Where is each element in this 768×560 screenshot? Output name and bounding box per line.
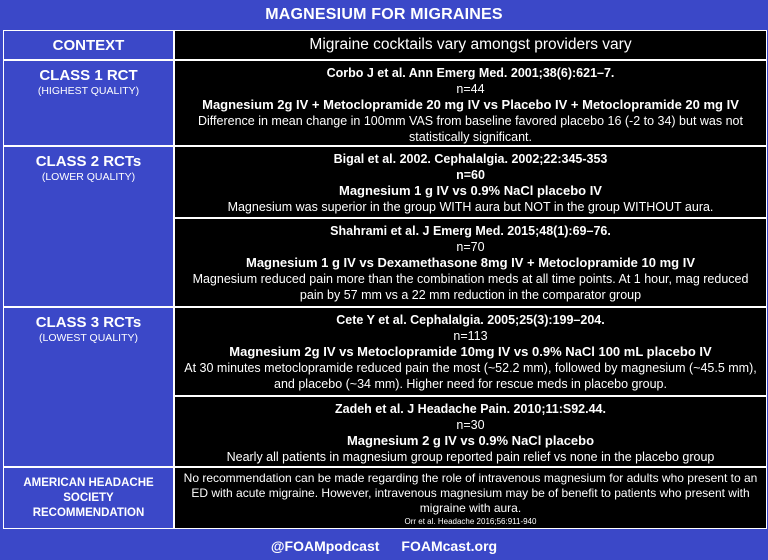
study-intervention: Magnesium 1 g IV vs 0.9% NaCl placebo IV: [339, 183, 602, 198]
study-result: Difference in mean change in 100mm VAS from baseline favored placebo 16 (-2 to 34) but was not statistically significant.: [198, 114, 743, 144]
study-citation: Shahrami et al. J Emerg Med. 2015;48(1):69–76.: [330, 224, 611, 238]
study-result: Magnesium was superior in the group WITH aura but NOT in the group WITHOUT aura.: [227, 200, 714, 214]
study-sample-size: n=60: [456, 168, 485, 182]
study-intervention: Magnesium 2 g IV vs 0.9% NaCl placebo: [346, 433, 595, 448]
page-title: MAGNESIUM FOR MIGRAINES: [265, 6, 503, 23]
study-sample-size: n=113: [453, 329, 488, 343]
study-intervention: Magnesium 1 g IV vs Dexamethasone 8mg IV + Metoclopramide 10 mg IV: [245, 255, 695, 270]
class2-title: CLASS 2 RCTs: [35, 153, 142, 170]
class1-subtitle: (HIGHEST QUALITY): [37, 85, 140, 97]
study-citation: Cete Y et al. Cephalalgia. 2005;25(3):199–204.: [336, 313, 605, 327]
study-cete: [175, 308, 766, 395]
footer: [0, 532, 768, 560]
class2-studies: [175, 147, 766, 306]
study-citation: Bigal et al. 2002. Cephalalgia. 2002;22:345-353: [333, 152, 608, 166]
study-zadeh: [175, 397, 766, 466]
study-sample-size: n=70: [456, 240, 485, 254]
class3-title: CLASS 3 RCTs: [35, 314, 142, 331]
context-text: Migraine cocktails vary amongst providers vary: [175, 31, 766, 59]
study-result: Magnesium reduced pain more than the combination meds at all time points. At 1 hour, mag reduced pain by 57 mm vs a 22 mm reduction in the comparator group: [192, 272, 749, 302]
study-result: At 30 minutes metoclopramide reduced pain the most (~52.2 mm), followed by magnesium (~45.5 mm), and placebo (~34 mm). Higher need for rescue meds in placebo group.: [184, 361, 757, 391]
study-sample-size: n=30: [456, 418, 485, 432]
footer-handle[interactable]: @FOAMpodcast: [270, 538, 380, 554]
aha-label: AMERICAN HEADACHE SOCIETY RECOMMENDATION: [4, 468, 173, 528]
class3-subtitle: (LOWEST QUALITY): [39, 332, 138, 344]
study-sample-size: n=44: [456, 82, 485, 96]
aha-text: No recommendation can be made regarding the role of intravenous magnesium for adults who present to an ED with acute migraine. However, intravenous magnesium may be of benefit to patients who present with migraine with aura.: [183, 471, 758, 515]
class1-label-cell: [4, 61, 173, 145]
class3-studies: [175, 308, 766, 466]
aha-reference: Orr et al. Headache 2016;56:911-940: [404, 517, 537, 526]
study-corbo: [175, 61, 766, 145]
evidence-table: [3, 30, 767, 529]
study-citation: Corbo J et al. Ann Emerg Med. 2001;38(6):621–7.: [326, 66, 615, 80]
class3-label-cell: [4, 308, 173, 466]
class2-subtitle: (LOWER QUALITY): [41, 171, 136, 183]
study-citation: Zadeh et al. J Headache Pain. 2010;11:S92.44.: [335, 402, 606, 416]
aha-recommendation: [175, 468, 766, 528]
context-label: CONTEXT: [4, 31, 173, 59]
class1-title: CLASS 1 RCT: [39, 67, 138, 84]
study-intervention: Magnesium 2g IV vs Metoclopramide 10mg IV vs 0.9% NaCl 100 mL placebo IV: [229, 344, 712, 359]
class2-label-cell: [4, 147, 173, 306]
study-result: Nearly all patients in magnesium group reported pain relief vs none in the placebo group: [226, 450, 715, 464]
study-shahrami: [175, 219, 766, 306]
study-bigal: [175, 147, 766, 217]
footer-site[interactable]: FOAMcast.org: [401, 538, 498, 554]
study-intervention: Magnesium 2g IV + Metoclopramide 20 mg IV vs Placebo IV + Metoclopramide 20 mg IV: [202, 97, 739, 112]
